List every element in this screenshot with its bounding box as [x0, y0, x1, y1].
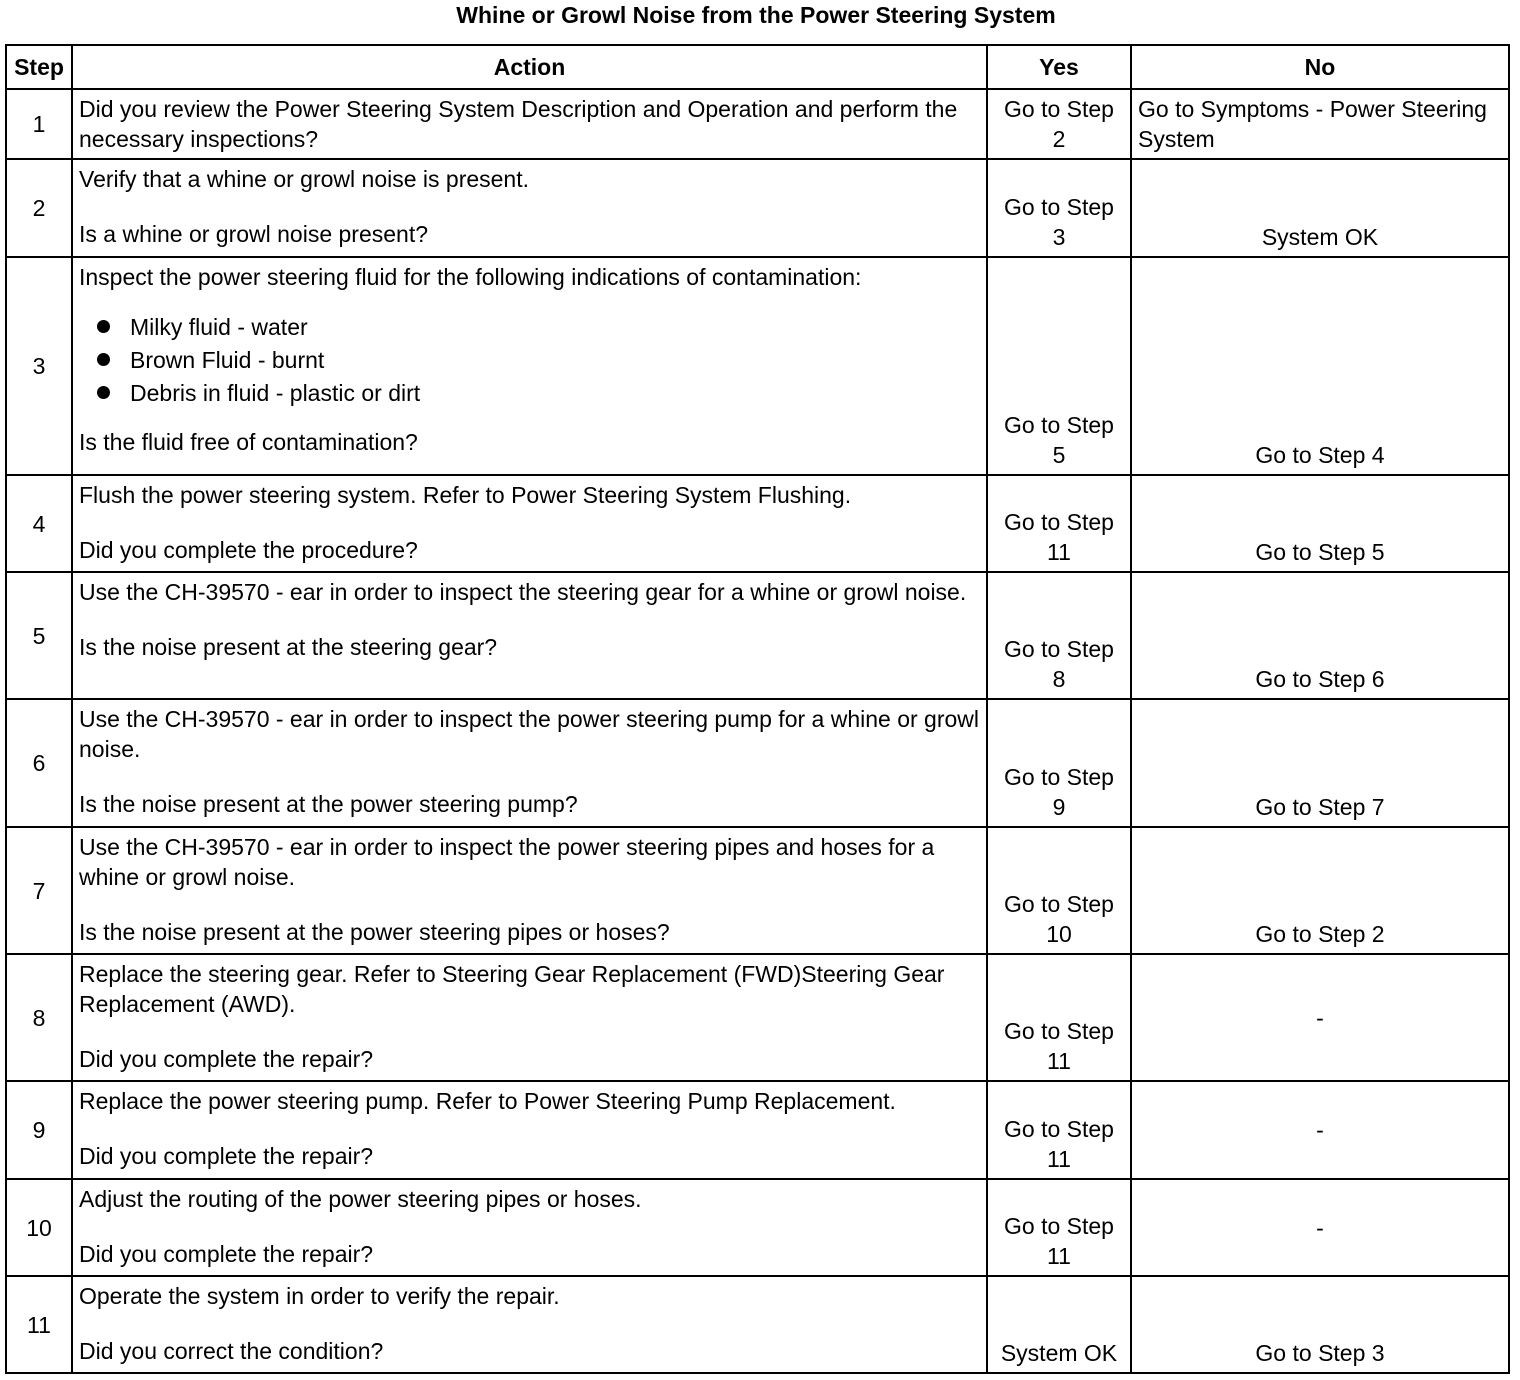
no-label: Go to Step 7 — [1255, 794, 1385, 820]
bullet-icon — [97, 353, 110, 366]
yes-label: Go to Step — [1004, 96, 1114, 122]
action-text: Adjust the routing of the power steering pipes or hoses. — [79, 1186, 642, 1212]
contamination-list — [79, 310, 980, 409]
action-cell — [72, 475, 987, 572]
table-row — [6, 572, 1509, 699]
yes-label: Go to Step — [1004, 509, 1114, 535]
no-label: - — [1316, 1004, 1324, 1031]
no-cell — [1131, 954, 1509, 1081]
no-cell — [1131, 1081, 1509, 1179]
header-no: No — [1131, 45, 1509, 89]
no-label: Go to Step 2 — [1255, 921, 1385, 947]
action-cell — [72, 699, 987, 827]
no-cell — [1131, 257, 1509, 475]
yes-step: 2 — [1052, 126, 1066, 152]
yes-step: 11 — [1047, 539, 1071, 565]
step-number: 3 — [6, 257, 72, 475]
yes-label: Go to Step — [1004, 764, 1114, 790]
no-cell — [1131, 475, 1509, 572]
action-text: Replace the power steering pump. Refer to Power Steering Pump Replacement. — [79, 1088, 896, 1114]
action-question: Is the noise present at the steering gear? — [79, 634, 498, 660]
yes-step: 11 — [1047, 1146, 1071, 1172]
action-cell — [72, 954, 987, 1081]
list-item: Brown Fluid - burnt — [97, 343, 980, 376]
yes-cell — [987, 572, 1131, 699]
no-cell — [1131, 1276, 1509, 1373]
yes-cell — [987, 954, 1131, 1081]
action-text: Did you review the Power Steering System Description and Operation and perform the necessary inspections? — [79, 96, 958, 152]
no-label: Go to Step 5 — [1255, 539, 1385, 565]
table-row — [6, 89, 1509, 159]
step-number: 5 — [6, 572, 72, 699]
action-cell — [72, 1179, 987, 1276]
action-text: Use the CH-39570 - ear in order to inspect the power steering pipes and hoses for a whine or growl noise. — [79, 834, 935, 890]
action-cell — [72, 1081, 987, 1179]
list-item: Debris in fluid - plastic or dirt — [97, 376, 980, 409]
step-number: 9 — [6, 1081, 72, 1179]
step-number: 2 — [6, 159, 72, 257]
header-step: Step — [6, 45, 72, 89]
action-text: Flush the power steering system. Refer to Power Steering System Flushing. — [79, 482, 852, 508]
yes-step: 11 — [1047, 1243, 1071, 1269]
yes-cell — [987, 475, 1131, 572]
action-cell — [72, 89, 987, 159]
table-row — [6, 475, 1509, 572]
action-question: Did you complete the repair? — [79, 1046, 374, 1072]
bullet-icon — [97, 320, 110, 333]
table-row — [6, 827, 1509, 954]
action-cell — [72, 257, 987, 475]
action-question: Is the noise present at the power steering pipes or hoses? — [79, 919, 670, 945]
action-question: Did you complete the repair? — [79, 1143, 374, 1169]
yes-step: 11 — [1047, 1048, 1071, 1074]
no-cell — [1131, 699, 1509, 827]
step-number: 4 — [6, 475, 72, 572]
no-label: Go to Step 3 — [1255, 1340, 1385, 1366]
yes-cell — [987, 1179, 1131, 1276]
action-cell — [72, 159, 987, 257]
action-text: Operate the system in order to verify the repair. — [79, 1283, 560, 1309]
yes-label: System OK — [1000, 1340, 1118, 1366]
table-row — [6, 159, 1509, 257]
no-label: - — [1316, 1214, 1324, 1241]
no-cell — [1131, 827, 1509, 954]
yes-cell — [987, 257, 1131, 475]
yes-step: 10 — [1046, 921, 1072, 947]
no-cell — [1131, 159, 1509, 257]
action-cell — [72, 1276, 987, 1373]
yes-label: Go to Step — [1004, 1213, 1114, 1239]
action-question: Did you correct the condition? — [79, 1338, 384, 1364]
yes-step: 8 — [1052, 666, 1066, 692]
table-row — [6, 699, 1509, 827]
header-yes: Yes — [987, 45, 1131, 89]
list-item: Milky fluid - water — [97, 310, 980, 343]
step-number: 1 — [6, 89, 72, 159]
no-cell — [1131, 1179, 1509, 1276]
yes-step: 5 — [1052, 442, 1066, 468]
diagnostic-table — [5, 44, 1510, 1374]
no-label: Go to Symptoms - Power Steering System — [1138, 96, 1487, 152]
action-text: Use the CH-39570 - ear in order to inspect the power steering pump for a whine or growl noise. — [79, 706, 980, 762]
yes-label: Go to Step — [1004, 1116, 1114, 1142]
action-text: Use the CH-39570 - ear in order to inspect the steering gear for a whine or growl noise. — [79, 579, 967, 605]
table-row — [6, 954, 1509, 1081]
yes-cell — [987, 1081, 1131, 1179]
page-title: Whine or Growl Noise from the Power Steering System — [456, 2, 1056, 28]
action-question: Did you complete the procedure? — [79, 537, 418, 563]
action-question: Did you complete the repair? — [79, 1241, 374, 1267]
yes-cell — [987, 699, 1131, 827]
no-label: - — [1316, 1117, 1324, 1143]
action-question: Is the noise present at the power steering pump? — [79, 791, 578, 817]
yes-label: Go to Step — [1004, 194, 1114, 220]
action-text: Replace the steering gear. Refer to Steering Gear Replacement (FWD)Steering Gear Replacement (AWD). — [79, 961, 945, 1017]
yes-label: Go to Step — [1004, 412, 1114, 438]
yes-step: 3 — [1052, 224, 1066, 250]
no-label: System OK — [1261, 224, 1379, 250]
action-question: Is the fluid free of contamination? — [79, 429, 418, 455]
action-text: Verify that a whine or growl noise is present. — [79, 166, 530, 192]
yes-cell — [987, 1276, 1131, 1373]
no-label: Go to Step 4 — [1255, 442, 1385, 468]
yes-label: Go to Step — [1004, 636, 1114, 662]
no-cell — [1131, 89, 1509, 159]
action-cell — [72, 572, 987, 699]
bullet-icon — [97, 386, 110, 399]
step-number: 7 — [6, 827, 72, 954]
action-question: Is a whine or growl noise present? — [79, 221, 429, 247]
yes-cell — [987, 827, 1131, 954]
action-cell — [72, 827, 987, 954]
table-row — [6, 1276, 1509, 1373]
action-text: Inspect the power steering fluid for the following indications of contamination: — [79, 264, 862, 290]
yes-cell — [987, 89, 1131, 159]
step-number: 10 — [6, 1179, 72, 1276]
yes-label: Go to Step — [1004, 1018, 1114, 1044]
yes-cell — [987, 159, 1131, 257]
step-number: 8 — [6, 954, 72, 1081]
table-header-row — [6, 45, 1509, 89]
table-row — [6, 1179, 1509, 1276]
no-label: Go to Step 6 — [1255, 666, 1385, 692]
header-action: Action — [72, 45, 987, 89]
step-number: 6 — [6, 699, 72, 827]
table-row — [6, 1081, 1509, 1179]
yes-label: Go to Step — [1004, 891, 1114, 917]
step-number: 11 — [6, 1276, 72, 1373]
yes-step: 9 — [1052, 794, 1066, 820]
no-cell — [1131, 572, 1509, 699]
table-row — [6, 257, 1509, 475]
